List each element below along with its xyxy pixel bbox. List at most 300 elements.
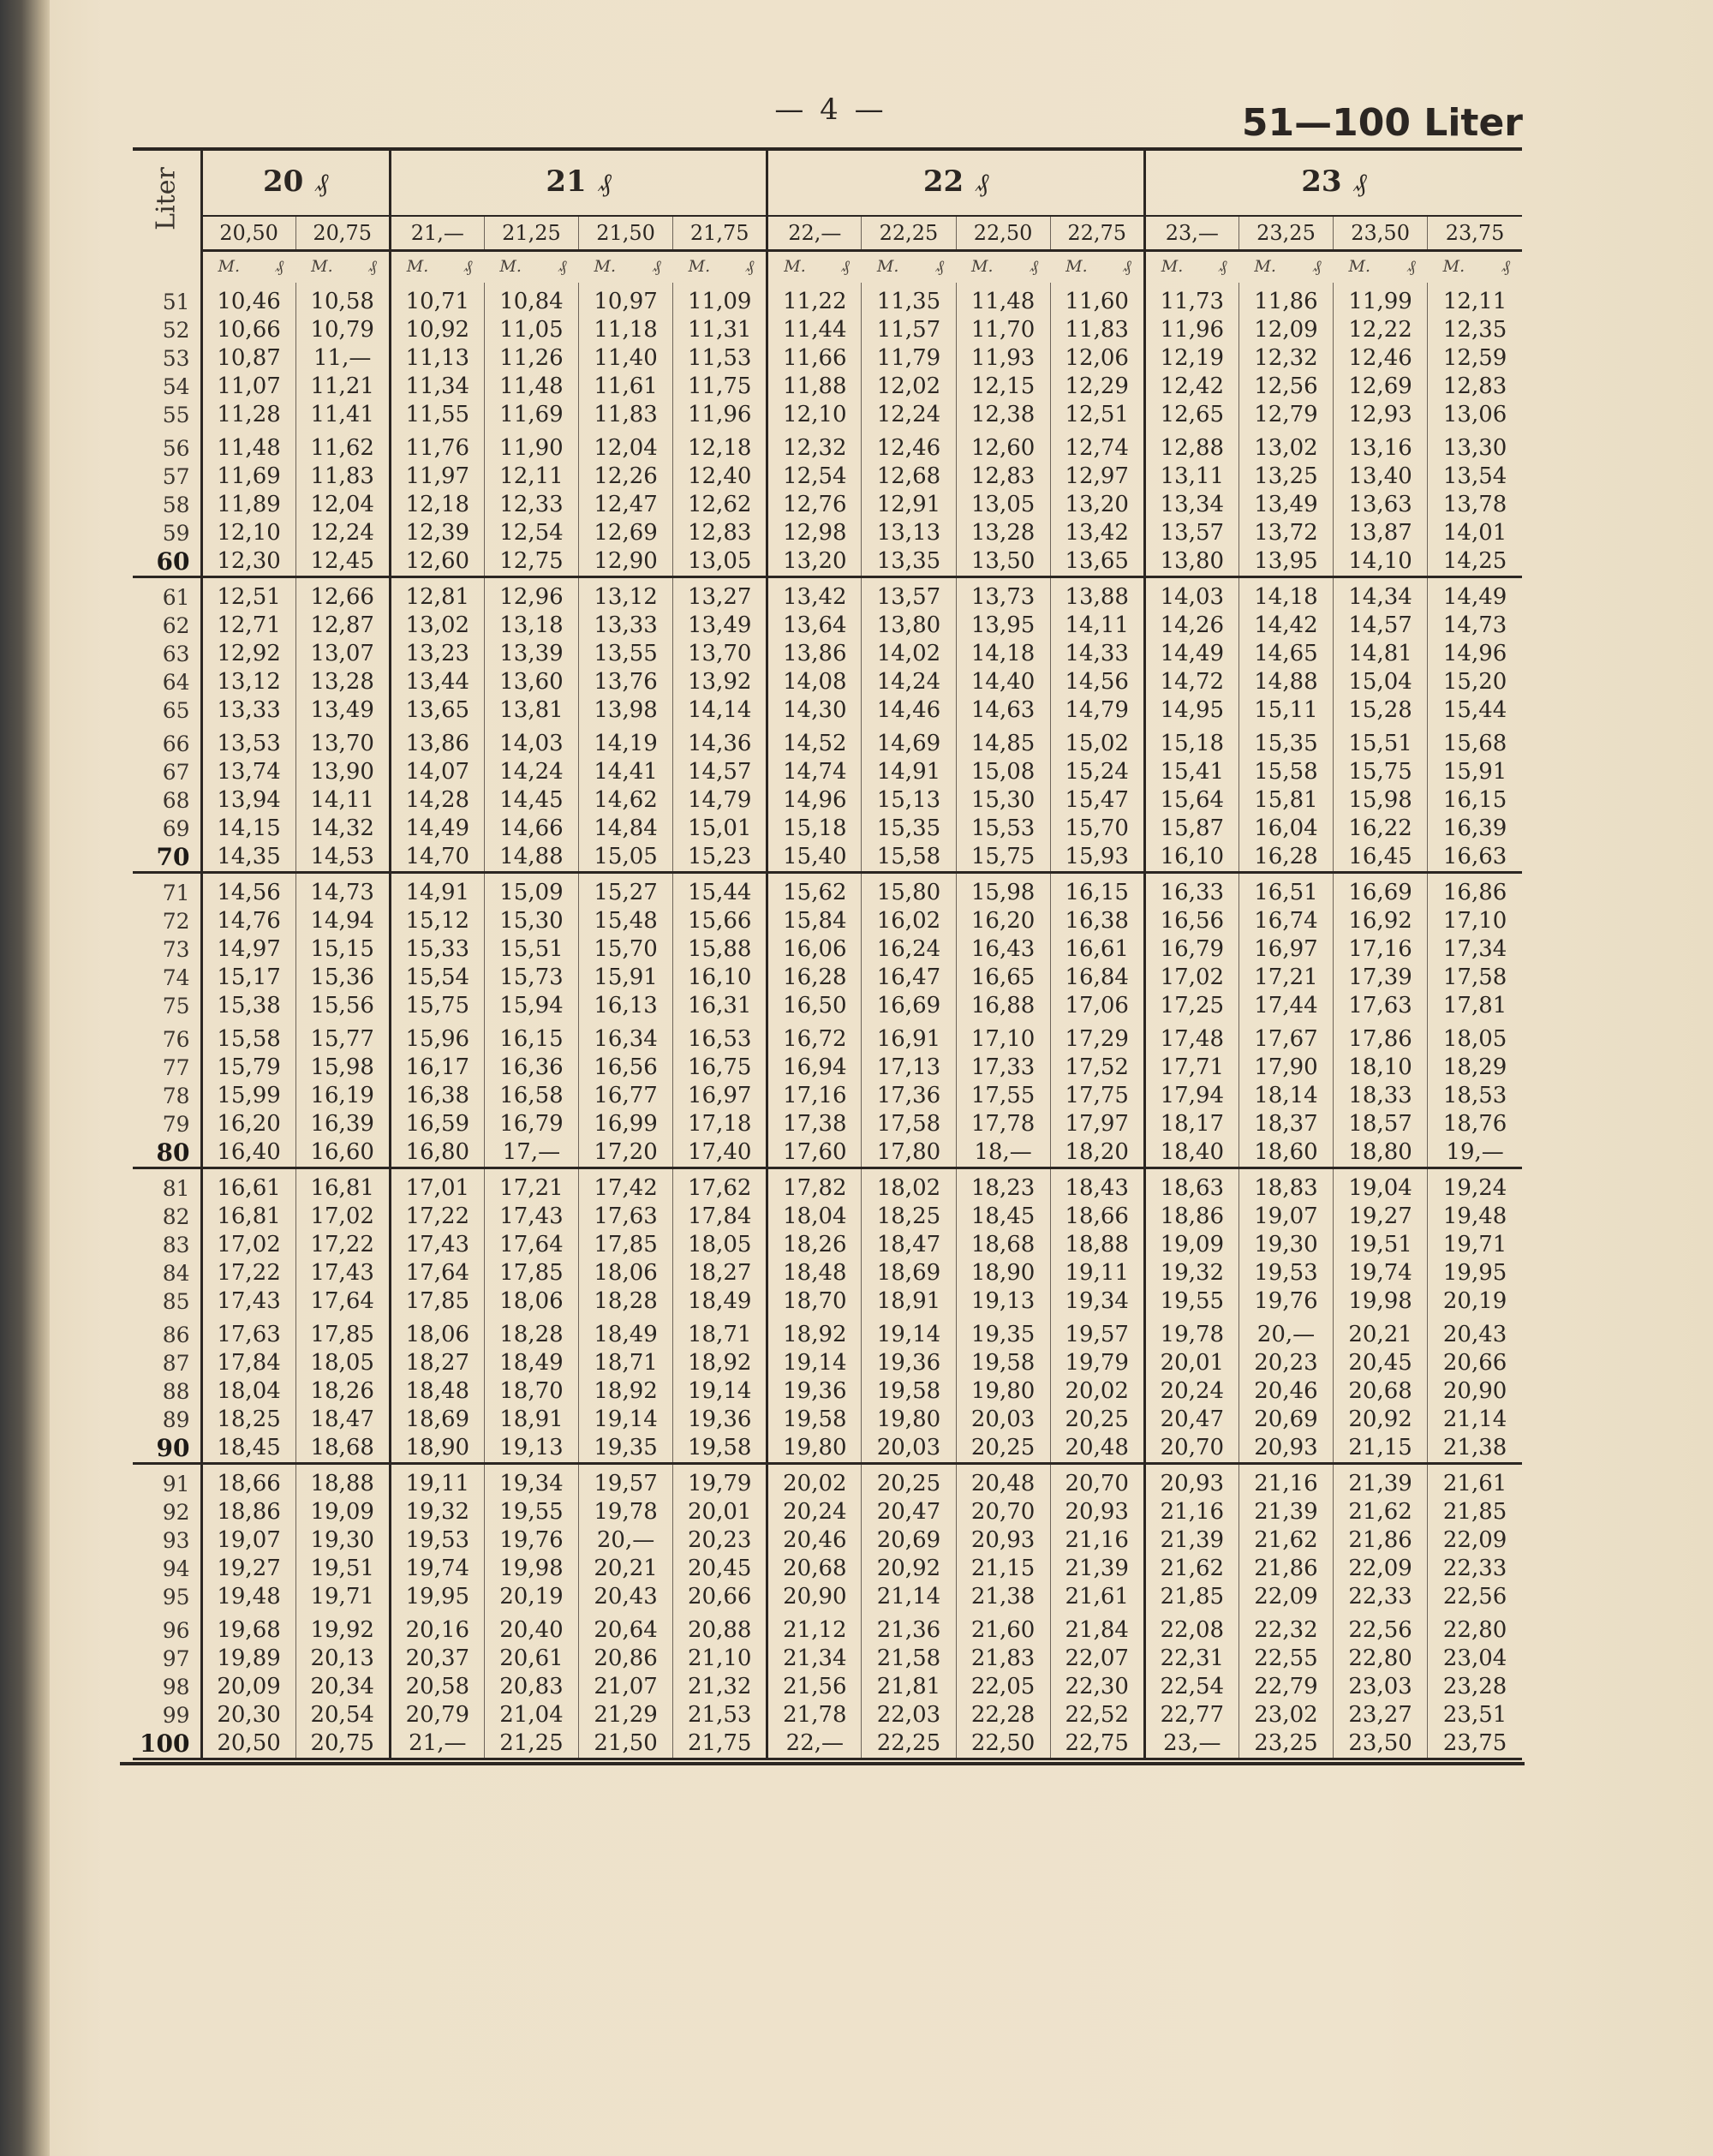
price-cell: 16,04 xyxy=(1238,815,1333,843)
group-header xyxy=(767,147,1145,216)
price-cell: 19,76 xyxy=(484,1526,578,1555)
price-cell: 13,90 xyxy=(295,758,390,786)
price-cell: 15,04 xyxy=(1334,668,1428,696)
price-cell: 17,34 xyxy=(1442,935,1507,962)
price-cell: 14,42 xyxy=(1238,612,1333,640)
price-header: 22,25 xyxy=(862,216,956,250)
price-cell: 18,92 xyxy=(673,1349,767,1377)
liter-column-header xyxy=(133,147,201,250)
price-cell: 20,68 xyxy=(767,1555,862,1583)
price-cell: 17,22 xyxy=(390,1203,484,1231)
price-cell: 19,78 xyxy=(579,1498,673,1526)
table-row xyxy=(133,786,1522,815)
price-cell: 20,70 xyxy=(1050,1463,1144,1498)
price-cell: 18,43 xyxy=(1050,1168,1144,1203)
price-cell: 14,49 xyxy=(390,815,484,843)
price-cell: 15,77 xyxy=(295,1020,390,1054)
price-cell: 14,45 xyxy=(484,786,578,815)
price-cell: 15,09 xyxy=(484,872,578,907)
price-cell: 15,96 xyxy=(390,1020,484,1054)
price-cell: 20,21 xyxy=(579,1555,673,1583)
liter-cell: 77 xyxy=(133,1054,201,1082)
price-cell: 17,06 xyxy=(1050,992,1144,1020)
price-cell: 19,58 xyxy=(767,1406,862,1434)
liter-cell: 68 xyxy=(133,786,201,815)
liter-cell: 95 xyxy=(133,1583,201,1611)
price-cell: 11,40 xyxy=(579,344,673,373)
price-cell: 13,76 xyxy=(579,668,673,696)
price-cell: 18,27 xyxy=(673,1259,767,1287)
table-row xyxy=(133,1555,1522,1583)
price-cell: 21,32 xyxy=(673,1673,767,1701)
price-cell: 19,58 xyxy=(956,1349,1050,1377)
price-cell: 16,51 xyxy=(1238,872,1333,907)
price-cell: 20,02 xyxy=(767,1463,862,1498)
price-cell: 10,66 xyxy=(201,316,295,344)
price-cell: 22,33 xyxy=(1334,1583,1428,1611)
price-cell: 23,02 xyxy=(1238,1701,1333,1729)
liter-label: Liter xyxy=(151,167,182,230)
price-cell: 22,08 xyxy=(1144,1611,1238,1645)
price-cell: 18,70 xyxy=(767,1287,862,1316)
price-cell: 18,26 xyxy=(295,1377,390,1406)
unit-spacer xyxy=(133,250,201,283)
price-cell: 17,64 xyxy=(390,1259,484,1287)
price-cell: 17,43 xyxy=(295,1259,390,1287)
price-cell: 19,58 xyxy=(673,1434,767,1464)
price-header: 21,— xyxy=(390,216,484,250)
price-cell: 17,43 xyxy=(390,1231,484,1259)
price-cell: 15,12 xyxy=(390,907,484,935)
price-cell: 14,79 xyxy=(673,786,767,815)
price-cell: 11,21 xyxy=(295,373,390,401)
unit-header xyxy=(1050,250,1144,283)
liter-cell: 55 xyxy=(133,401,201,429)
liter-cell: 93 xyxy=(133,1526,201,1555)
unit-header xyxy=(201,250,295,283)
liter-cell: 88 xyxy=(133,1377,201,1406)
price-cell: 23,51 xyxy=(1442,1701,1507,1728)
price-cell: 12,24 xyxy=(862,401,956,429)
price-cell: 18,26 xyxy=(767,1231,862,1259)
price-cell: 11,93 xyxy=(956,344,1050,373)
price-cell: 19,36 xyxy=(767,1377,862,1406)
price-cell: 15,79 xyxy=(201,1054,295,1082)
price-cell: 14,02 xyxy=(862,640,956,668)
price-cell: 13,65 xyxy=(390,696,484,725)
group-label: 22 xyxy=(922,164,964,199)
price-cell: 11,60 xyxy=(1050,283,1144,316)
price-cell: 11,34 xyxy=(390,373,484,401)
price-cell: 15,94 xyxy=(484,992,578,1020)
price-cell: 10,84 xyxy=(484,283,578,316)
price-cell: 14,96 xyxy=(1442,640,1507,666)
price-cell: 20,40 xyxy=(484,1611,578,1645)
price-cell: 17,10 xyxy=(956,1020,1050,1054)
pfennig-symbol: ₰ xyxy=(315,167,329,198)
price-cell: 11,41 xyxy=(295,401,390,429)
price-cell: 17,43 xyxy=(484,1203,578,1231)
price-cell: 11,57 xyxy=(862,316,956,344)
price-cell: 18,05 xyxy=(1442,1025,1507,1052)
price-cell: 20,34 xyxy=(295,1673,390,1701)
price-cell: 15,02 xyxy=(1050,725,1144,758)
price-cell: 23,50 xyxy=(1334,1729,1428,1759)
price-cell: 23,25 xyxy=(1238,1729,1333,1759)
table-row xyxy=(133,463,1522,491)
price-cell: 20,03 xyxy=(956,1406,1050,1434)
price-cell: 19,95 xyxy=(390,1583,484,1611)
price-cell: 18,45 xyxy=(201,1434,295,1464)
table-row xyxy=(133,344,1522,373)
price-cell: 20,25 xyxy=(956,1434,1050,1464)
price-cell: 13,54 xyxy=(1442,463,1507,489)
liter-cell: 73 xyxy=(133,935,201,964)
price-cell: 18,37 xyxy=(1238,1110,1333,1138)
price-header: 23,— xyxy=(1144,216,1238,250)
pfennig-symbol: ₰ xyxy=(976,167,989,198)
price-cell: 20,30 xyxy=(201,1701,295,1729)
price-cell: 16,19 xyxy=(295,1082,390,1110)
price-cell: 19,71 xyxy=(1442,1231,1507,1257)
liter-cell: 85 xyxy=(133,1287,201,1316)
price-cell: 19,14 xyxy=(862,1316,956,1349)
price-cell: 13,87 xyxy=(1334,519,1428,547)
price-cell: 14,53 xyxy=(295,843,390,873)
price-cell: 13,27 xyxy=(673,576,767,612)
price-cell: 17,44 xyxy=(1238,992,1333,1020)
price-cell: 20,19 xyxy=(1442,1287,1507,1314)
price-cell: 12,02 xyxy=(862,373,956,401)
price-cell: 20,46 xyxy=(1238,1377,1333,1406)
price-cell: 18,90 xyxy=(390,1434,484,1464)
price-cell: 20,90 xyxy=(767,1583,862,1611)
price-header: 23,25 xyxy=(1238,216,1333,250)
price-cell: 14,76 xyxy=(201,907,295,935)
price-cell: 12,62 xyxy=(673,491,767,519)
price-cell: 12,10 xyxy=(201,519,295,547)
price-cell: 17,63 xyxy=(1334,992,1428,1020)
table-row xyxy=(133,872,1522,907)
price-cell: 13,65 xyxy=(1050,547,1144,577)
price-cell: 15,01 xyxy=(673,815,767,843)
price-cell: 12,60 xyxy=(956,429,1050,463)
price-cell: 22,80 xyxy=(1334,1645,1428,1673)
table-row xyxy=(133,696,1522,725)
price-cell: 16,40 xyxy=(201,1138,295,1168)
price-cell: 15,98 xyxy=(1334,786,1428,815)
price-cell: 15,18 xyxy=(767,815,862,843)
price-cell: 20,45 xyxy=(673,1555,767,1583)
bottom-rule xyxy=(120,1762,1525,1765)
price-cell: 17,13 xyxy=(862,1054,956,1082)
pfennig-unit-symbol: ₰ xyxy=(841,257,850,276)
price-cell: 15,58 xyxy=(1238,758,1333,786)
price-cell: 11,— xyxy=(295,344,390,373)
price-cell: 13,07 xyxy=(295,640,390,668)
price-cell: 18,49 xyxy=(484,1349,578,1377)
price-cell: 12,56 xyxy=(1238,373,1333,401)
price-cell: 20,43 xyxy=(579,1583,673,1611)
price-cell: 16,38 xyxy=(1050,907,1144,935)
price-cell: 19,48 xyxy=(1442,1203,1507,1229)
liter-cell: 100 xyxy=(133,1729,201,1759)
price-cell: 14,26 xyxy=(1144,612,1238,640)
price-cell: 15,58 xyxy=(201,1020,295,1054)
price-cell: 12,54 xyxy=(484,519,578,547)
price-cell: 21,15 xyxy=(1334,1434,1428,1464)
price-cell: 21,25 xyxy=(484,1729,578,1759)
price-cell: 17,63 xyxy=(201,1316,295,1349)
price-cell: 11,26 xyxy=(484,344,578,373)
price-cell: 18,05 xyxy=(295,1349,390,1377)
price-cell: 20,25 xyxy=(1050,1406,1144,1434)
liter-cell: 90 xyxy=(133,1434,201,1464)
price-cell: 14,41 xyxy=(579,758,673,786)
price-cell: 20,88 xyxy=(673,1611,767,1645)
mark-symbol: M. xyxy=(218,257,240,276)
liter-cell: 83 xyxy=(133,1231,201,1259)
price-cell: 13,28 xyxy=(295,668,390,696)
price-cell: 12,88 xyxy=(1144,429,1238,463)
liter-cell: 51 xyxy=(133,283,201,316)
price-cell: 12,06 xyxy=(1050,344,1144,373)
price-cell: 16,74 xyxy=(1238,907,1333,935)
liter-cell: 81 xyxy=(133,1168,201,1203)
liter-cell: 79 xyxy=(133,1110,201,1138)
price-cell: 13,49 xyxy=(295,696,390,725)
price-cell: 14,11 xyxy=(295,786,390,815)
price-cell: 21,12 xyxy=(767,1611,862,1645)
price-cell: 16,20 xyxy=(201,1110,295,1138)
price-cell: 13,94 xyxy=(201,786,295,815)
price-cell: 20,01 xyxy=(673,1498,767,1526)
price-cell: 14,25 xyxy=(1428,547,1522,577)
mark-symbol: M. xyxy=(1161,257,1184,276)
price-cell: 22,09 xyxy=(1442,1526,1507,1553)
price-cell: 13,44 xyxy=(390,668,484,696)
price-cell: 16,38 xyxy=(390,1082,484,1110)
price-cell: 18,91 xyxy=(862,1287,956,1316)
price-cell: 20,93 xyxy=(1238,1434,1333,1464)
price-cell: 16,13 xyxy=(579,992,673,1020)
price-cell: 17,52 xyxy=(1050,1054,1144,1082)
price-cell: 19,14 xyxy=(579,1406,673,1434)
pfennig-unit-symbol: ₰ xyxy=(745,257,755,276)
price-cell: 13,05 xyxy=(673,547,767,577)
price-cell: 17,02 xyxy=(1144,964,1238,992)
liter-cell: 70 xyxy=(133,843,201,873)
price-cell: 20,64 xyxy=(579,1611,673,1645)
price-cell: 11,05 xyxy=(484,316,578,344)
mark-symbol: M. xyxy=(1254,257,1276,276)
price-cell: 12,30 xyxy=(201,547,295,577)
price-cell: 15,84 xyxy=(767,907,862,935)
price-cell: 12,66 xyxy=(295,576,390,612)
price-cell: 17,20 xyxy=(579,1138,673,1168)
table-row xyxy=(133,547,1522,577)
price-cell: 16,58 xyxy=(484,1082,578,1110)
liter-cell: 72 xyxy=(133,907,201,935)
price-cell: 18,04 xyxy=(767,1203,862,1231)
mark-symbol: M. xyxy=(784,257,806,276)
price-cell: 12,33 xyxy=(484,491,578,519)
liter-cell: 57 xyxy=(133,463,201,491)
price-cell: 15,38 xyxy=(201,992,295,1020)
price-cell: 21,81 xyxy=(862,1673,956,1701)
price-cell: 21,29 xyxy=(579,1701,673,1729)
unit-pair xyxy=(956,257,1050,277)
price-cell: 22,03 xyxy=(862,1701,956,1729)
price-cell: 14,36 xyxy=(673,725,767,758)
price-cell: 15,53 xyxy=(956,815,1050,843)
price-cell: 14,18 xyxy=(956,640,1050,668)
price-cell: 20,58 xyxy=(390,1673,484,1701)
liter-cell: 78 xyxy=(133,1082,201,1110)
price-cell: 13,42 xyxy=(767,576,862,612)
price-cell: 12,97 xyxy=(1050,463,1144,491)
unit-pair xyxy=(1238,257,1333,277)
unit-pair xyxy=(673,257,767,277)
liter-cell: 86 xyxy=(133,1316,201,1349)
price-cell: 16,77 xyxy=(579,1082,673,1110)
table-row xyxy=(133,612,1522,640)
price-cell: 16,79 xyxy=(484,1110,578,1138)
price-cell: 17,18 xyxy=(673,1110,767,1138)
price-cell: 20,70 xyxy=(1144,1434,1238,1464)
price-cell: 18,86 xyxy=(1144,1203,1238,1231)
price-cell: 21,61 xyxy=(1050,1583,1144,1611)
price-cell: 18,69 xyxy=(390,1406,484,1434)
table-row xyxy=(133,1729,1522,1759)
price-cell: 16,59 xyxy=(390,1110,484,1138)
price-cell: 20,47 xyxy=(862,1498,956,1526)
price-cell: 13,30 xyxy=(1442,434,1507,461)
price-cell: 13,33 xyxy=(579,612,673,640)
price-cell: 15,41 xyxy=(1144,758,1238,786)
price-cell: 14,57 xyxy=(673,758,767,786)
price-cell: 18,06 xyxy=(390,1316,484,1349)
price-cell: 16,24 xyxy=(862,935,956,964)
price-cell: 12,11 xyxy=(1442,288,1507,314)
pfennig-symbol: ₰ xyxy=(598,167,612,198)
group-header xyxy=(390,147,767,216)
price-cell: 12,98 xyxy=(767,519,862,547)
price-cell: 23,75 xyxy=(1428,1729,1522,1759)
price-cell: 21,14 xyxy=(862,1583,956,1611)
price-cell: 15,30 xyxy=(484,907,578,935)
price-cell: 19,32 xyxy=(390,1498,484,1526)
price-cell: 14,35 xyxy=(201,843,295,873)
price-cell: 18,28 xyxy=(579,1287,673,1316)
price-cell: 18,25 xyxy=(201,1406,295,1434)
price-cell: 11,13 xyxy=(390,344,484,373)
price-cell: 18,27 xyxy=(390,1349,484,1377)
price-cell: 15,91 xyxy=(1442,758,1507,785)
price-cell: 15,87 xyxy=(1144,815,1238,843)
price-cell: 13,12 xyxy=(579,576,673,612)
price-cell: 18,— xyxy=(956,1138,1050,1168)
price-cell: 20,— xyxy=(579,1526,673,1555)
price-cell: 11,76 xyxy=(390,429,484,463)
unit-header xyxy=(956,250,1050,283)
price-cell: 11,96 xyxy=(673,401,767,429)
price-cell: 14,97 xyxy=(201,935,295,964)
price-cell: 13,23 xyxy=(390,640,484,668)
price-cell: 11,35 xyxy=(862,283,956,316)
price-cell: 12,83 xyxy=(1442,373,1507,399)
price-cell: 14,11 xyxy=(1050,612,1144,640)
price-cell: 18,88 xyxy=(1050,1231,1144,1259)
price-cell: 19,80 xyxy=(862,1406,956,1434)
price-cell: 19,95 xyxy=(1442,1259,1507,1286)
price-cell: 17,38 xyxy=(767,1110,862,1138)
price-cell: 13,57 xyxy=(862,576,956,612)
price-cell: 13,98 xyxy=(579,696,673,725)
table-row xyxy=(133,1645,1522,1673)
price-cell: 15,15 xyxy=(295,935,390,964)
pfennig-unit-symbol: ₰ xyxy=(653,257,661,276)
price-cell: 13,40 xyxy=(1334,463,1428,491)
price-cell: 21,83 xyxy=(956,1645,1050,1673)
price-cell: 13,60 xyxy=(484,668,578,696)
price-cell: 16,06 xyxy=(767,935,862,964)
price-cell: 17,75 xyxy=(1050,1082,1144,1110)
price-cell: 21,16 xyxy=(1050,1526,1144,1555)
price-cell: 17,40 xyxy=(673,1138,767,1168)
price-cell: 19,53 xyxy=(1238,1259,1333,1287)
price-cell: 16,31 xyxy=(673,992,767,1020)
table-row xyxy=(133,1231,1522,1259)
price-cell: 17,55 xyxy=(956,1082,1050,1110)
price-cell: 23,28 xyxy=(1442,1673,1507,1699)
price-cell: 12,42 xyxy=(1144,373,1238,401)
price-cell: 15,93 xyxy=(1050,843,1144,873)
price-cell: 15,27 xyxy=(579,872,673,907)
price-cell: 12,45 xyxy=(295,547,390,577)
price-cell: 18,83 xyxy=(1238,1168,1333,1203)
liter-cell: 69 xyxy=(133,815,201,843)
price-cell: 17,60 xyxy=(767,1138,862,1168)
price-cell: 21,86 xyxy=(1334,1526,1428,1555)
price-cell: 20,70 xyxy=(956,1498,1050,1526)
price-cell: 13,50 xyxy=(956,547,1050,577)
price-cell: 19,53 xyxy=(390,1526,484,1555)
table-row xyxy=(133,1259,1522,1287)
price-cell: 19,24 xyxy=(1442,1174,1507,1201)
price-cell: 21,14 xyxy=(1442,1406,1507,1432)
price-cell: 18,57 xyxy=(1334,1110,1428,1138)
price-cell: 17,85 xyxy=(390,1287,484,1316)
price-cell: 17,— xyxy=(484,1138,578,1168)
liter-cell: 84 xyxy=(133,1259,201,1287)
price-cell: 16,15 xyxy=(484,1020,578,1054)
price-cell: 20,93 xyxy=(1144,1463,1238,1498)
mark-symbol: M. xyxy=(688,257,711,276)
price-cell: 17,01 xyxy=(390,1168,484,1203)
price-cell: 21,10 xyxy=(673,1645,767,1673)
price-cell: 22,09 xyxy=(1334,1555,1428,1583)
price-cell: 16,28 xyxy=(767,964,862,992)
unit-header xyxy=(767,250,862,283)
price-cell: 17,43 xyxy=(201,1287,295,1316)
price-cell: 19,30 xyxy=(295,1526,390,1555)
price-cell: 21,58 xyxy=(862,1645,956,1673)
group-label: 21 xyxy=(546,164,587,199)
mark-symbol: M. xyxy=(971,257,994,276)
mark-symbol: M. xyxy=(406,257,429,276)
mark-symbol: M. xyxy=(1442,257,1465,276)
